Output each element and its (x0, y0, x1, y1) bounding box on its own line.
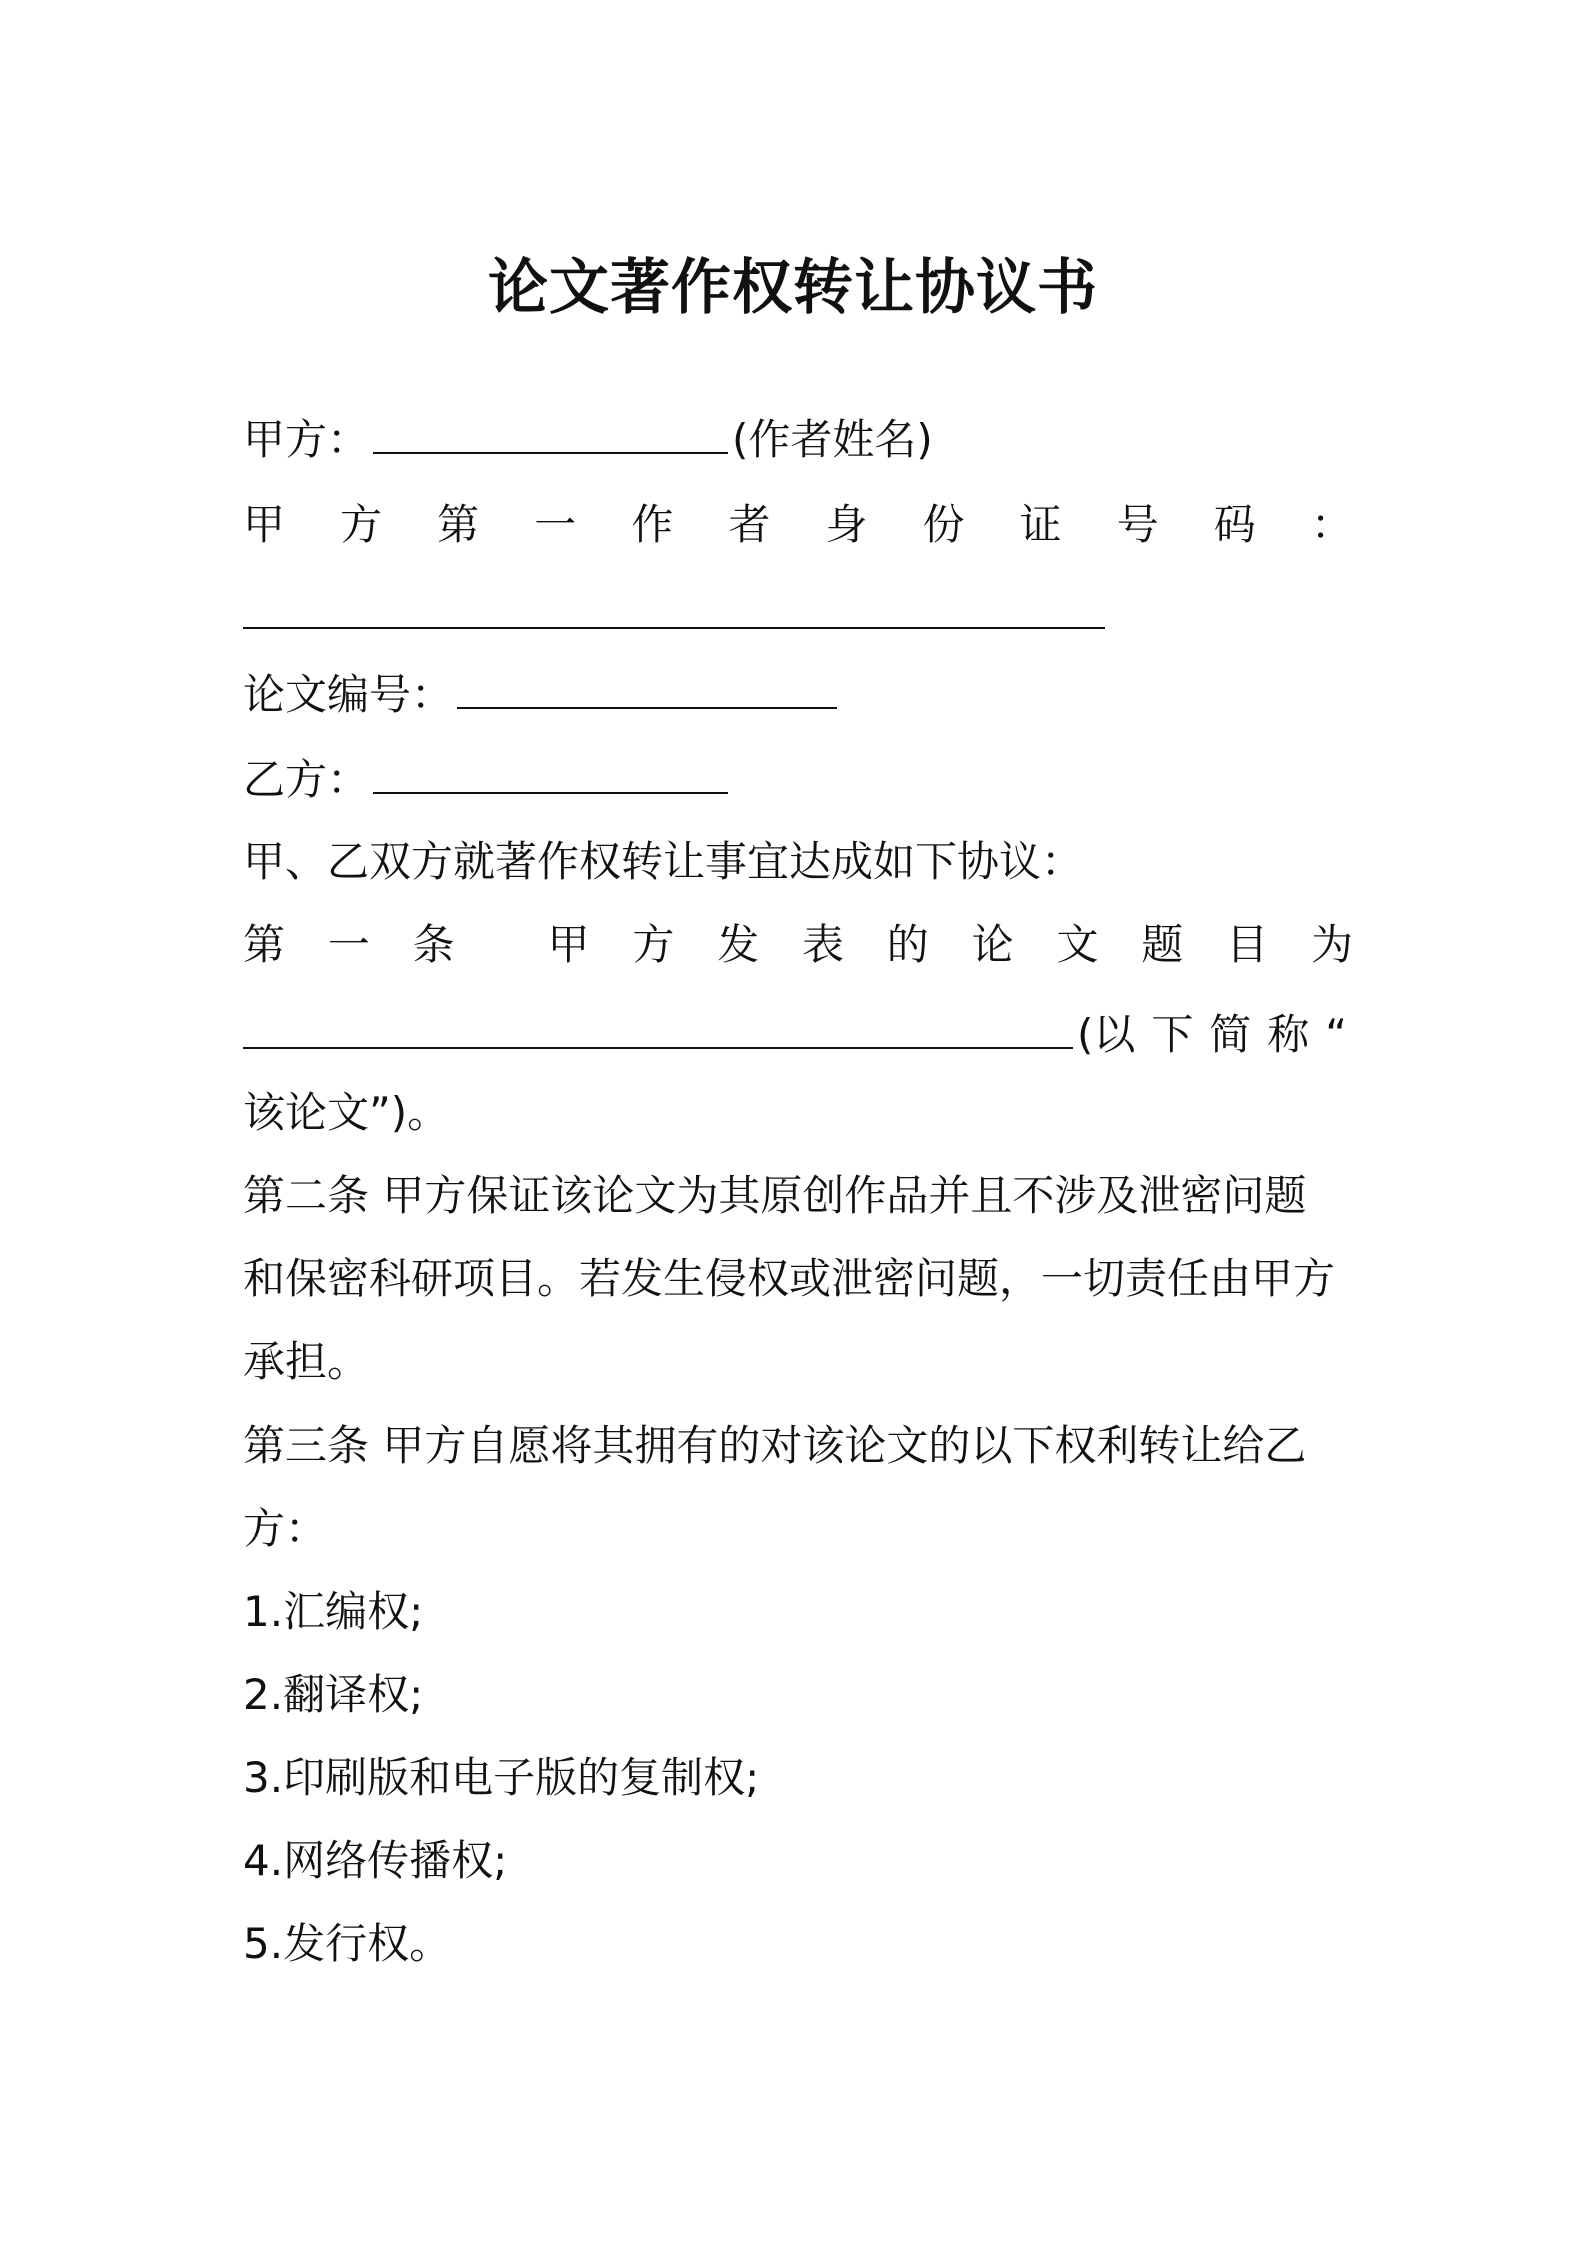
id-label-char: 作 (631, 500, 674, 549)
art1-abbrev-char: “ (1325, 1010, 1347, 1059)
party-a-note: (作者姓名) (732, 415, 933, 464)
id-label-char: 身 (825, 500, 868, 549)
art1-char: 题 (1141, 920, 1184, 969)
id-label-char: 码 (1213, 500, 1256, 549)
paper-number-line (243, 665, 1353, 725)
list-item: 1.汇编权; (243, 1587, 424, 1636)
article-1-line-3: 该论文”)。 (243, 1088, 450, 1137)
art1-char: 文 (1056, 920, 1099, 969)
id-number-label-line (243, 495, 1353, 555)
id-label-char: ： (1310, 500, 1353, 549)
id-label-char: 一 (534, 500, 577, 549)
id-label-char: 第 (437, 500, 480, 549)
id-label-char: 证 (1019, 500, 1062, 549)
list-item: 4.网络传播权; (243, 1836, 508, 1885)
art1-char: 第 (243, 920, 286, 969)
id-number-blank (243, 587, 1105, 629)
art1-char: 方 (632, 920, 675, 969)
article-2-line-1: 第二条 甲方保证该论文为其原创作品并且不涉及泄密问题 (243, 1171, 1307, 1220)
paper-number-label: 论文编号： (243, 670, 454, 719)
list-item: 2.翻译权; (243, 1670, 424, 1719)
art1-char: 一 (327, 920, 370, 969)
art1-abbrev-char: (以 (1077, 1010, 1136, 1059)
id-label-char: 份 (922, 500, 965, 549)
art1-char: 论 (971, 920, 1014, 969)
article-2-line-2: 和保密科研项目。若发生侵权或泄密问题，一切责任由甲方 (243, 1254, 1336, 1303)
id-number-blank-line (243, 585, 1353, 645)
art1-char: 条 (412, 920, 455, 969)
article-3-line-2: 方： (243, 1504, 328, 1553)
art1-char: 甲 (547, 920, 590, 969)
art1-char: 为 (1310, 920, 1353, 969)
id-label-char: 方 (340, 500, 383, 549)
article-1-line-1 (243, 915, 1353, 975)
party-b-blank (373, 752, 728, 794)
list-item: 3.印刷版和电子版的复制权; (243, 1753, 760, 1802)
list-item: 5.发行权。 (243, 1919, 452, 1968)
id-label-char: 甲 (243, 500, 286, 549)
art1-abbrev (1077, 1005, 1347, 1065)
party-b-label: 乙方： (243, 755, 370, 804)
paper-number-blank (457, 667, 837, 709)
art1-abbrev-char: 下 (1151, 1010, 1194, 1059)
id-label-char: 号 (1116, 500, 1159, 549)
art1-char: 的 (886, 920, 929, 969)
party-a-line (243, 410, 1353, 470)
art1-char: 表 (801, 920, 844, 969)
art1-char: 目 (1226, 920, 1269, 969)
document-title: 论文著作权转让协议书 (488, 253, 1098, 323)
article-2-line-3: 承担。 (243, 1337, 370, 1386)
party-a-blank (373, 412, 728, 454)
art1-abbrev-char: 简 (1209, 1010, 1252, 1059)
paper-title-blank (243, 1007, 1073, 1049)
id-label-char: 者 (728, 500, 771, 549)
art1-abbrev-char: 称 (1267, 1010, 1310, 1059)
intro-text: 甲、乙双方就著作权转让事宜达成如下协议： (243, 837, 1084, 886)
art1-char: 发 (717, 920, 760, 969)
party-b-line (243, 750, 1353, 810)
article-3-line-1: 第三条 甲方自愿将其拥有的对该论文的以下权利转让给乙 (243, 1421, 1307, 1470)
party-a-label: 甲方： (243, 415, 370, 464)
article-1-line-2 (243, 1005, 1353, 1065)
